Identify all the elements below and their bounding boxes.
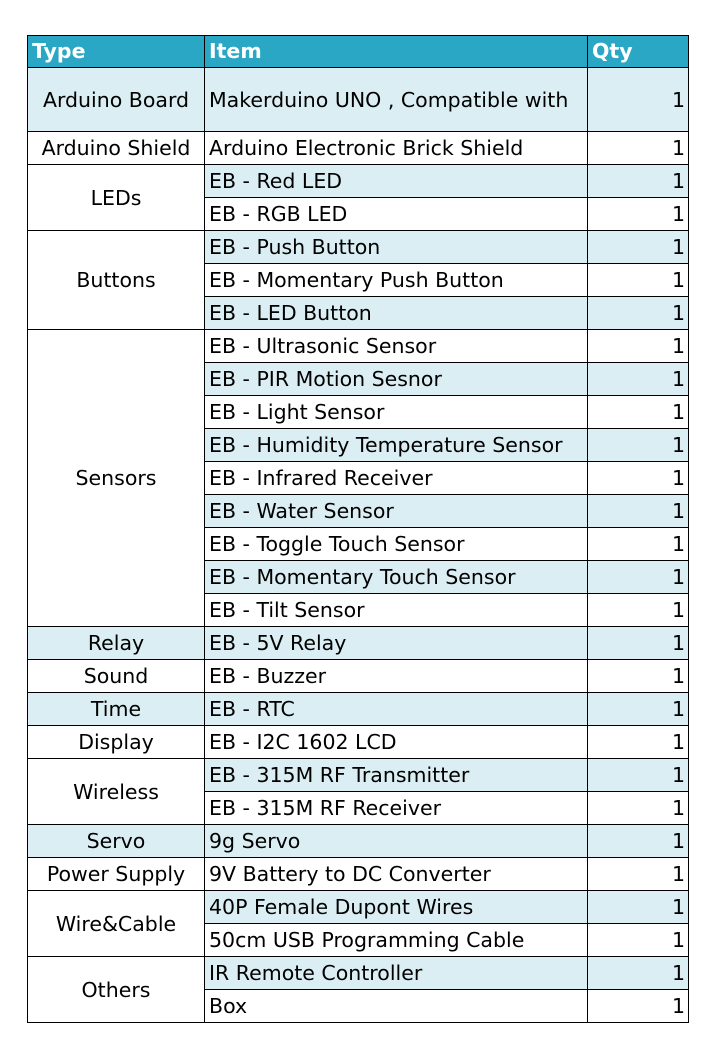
item-cell: EB - Water Sensor [205, 495, 588, 528]
qty-cell: 1 [588, 264, 689, 297]
item-cell: 9g Servo [205, 825, 588, 858]
type-cell: LEDs [28, 165, 205, 231]
qty-cell: 1 [588, 198, 689, 231]
item-cell: EB - Light Sensor [205, 396, 588, 429]
type-cell: Sensors [28, 330, 205, 627]
type-cell: Sound [28, 660, 205, 693]
type-cell: Buttons [28, 231, 205, 330]
item-cell: Box [205, 990, 588, 1023]
item-cell: 9V Battery to DC Converter [205, 858, 588, 891]
table-row [28, 891, 689, 924]
type-cell: Others [28, 957, 205, 1023]
parts-list-table [27, 35, 689, 1023]
type-cell: Servo [28, 825, 205, 858]
item-cell: 50cm USB Programming Cable [205, 924, 588, 957]
qty-cell: 1 [588, 132, 689, 165]
type-cell: Wire&Cable [28, 891, 205, 957]
item-cell: EB - I2C 1602 LCD [205, 726, 588, 759]
type-cell: Arduino Board [28, 68, 205, 132]
qty-cell: 1 [588, 363, 689, 396]
table-row [28, 330, 689, 363]
qty-cell: 1 [588, 68, 689, 132]
type-cell: Wireless [28, 759, 205, 825]
type-cell: Relay [28, 627, 205, 660]
item-cell: EB - 5V Relay [205, 627, 588, 660]
qty-cell: 1 [588, 462, 689, 495]
qty-cell: 1 [588, 990, 689, 1023]
qty-cell: 1 [588, 660, 689, 693]
qty-cell: 1 [588, 561, 689, 594]
table-row [28, 132, 689, 165]
header-qty: Qty [588, 36, 689, 68]
header-row [28, 36, 689, 68]
type-cell: Arduino Shield [28, 132, 205, 165]
table-row [28, 759, 689, 792]
qty-cell: 1 [588, 693, 689, 726]
type-cell: Time [28, 693, 205, 726]
type-cell: Display [28, 726, 205, 759]
table-row [28, 231, 689, 264]
type-cell: Power Supply [28, 858, 205, 891]
qty-cell: 1 [588, 594, 689, 627]
qty-cell: 1 [588, 858, 689, 891]
qty-cell: 1 [588, 627, 689, 660]
table-row [28, 825, 689, 858]
item-cell: EB - Ultrasonic Sensor [205, 330, 588, 363]
item-cell: EB - LED Button [205, 297, 588, 330]
table-row [28, 660, 689, 693]
table-row [28, 165, 689, 198]
item-cell: 40P Female Dupont Wires [205, 891, 588, 924]
item-cell: EB - Tilt Sensor [205, 594, 588, 627]
item-cell: EB - PIR Motion Sesnor [205, 363, 588, 396]
qty-cell: 1 [588, 330, 689, 363]
qty-cell: 1 [588, 429, 689, 462]
item-cell: EB - Momentary Touch Sensor [205, 561, 588, 594]
qty-cell: 1 [588, 165, 689, 198]
qty-cell: 1 [588, 396, 689, 429]
item-cell: Makerduino UNO , Compatible with [205, 68, 588, 132]
item-cell: EB - Toggle Touch Sensor [205, 528, 588, 561]
table-row [28, 68, 689, 132]
table-row [28, 858, 689, 891]
qty-cell: 1 [588, 792, 689, 825]
item-cell: EB - RGB LED [205, 198, 588, 231]
item-cell: EB - Momentary Push Button [205, 264, 588, 297]
item-cell: EB - 315M RF Receiver [205, 792, 588, 825]
item-cell: Arduino Electronic Brick Shield [205, 132, 588, 165]
table-row [28, 693, 689, 726]
header-type: Type [28, 36, 205, 68]
header-item: Item [205, 36, 588, 68]
qty-cell: 1 [588, 825, 689, 858]
table-body [28, 68, 689, 1023]
qty-cell: 1 [588, 297, 689, 330]
qty-cell: 1 [588, 726, 689, 759]
item-cell: IR Remote Controller [205, 957, 588, 990]
item-cell: EB - Buzzer [205, 660, 588, 693]
item-cell: EB - Red LED [205, 165, 588, 198]
qty-cell: 1 [588, 891, 689, 924]
qty-cell: 1 [588, 957, 689, 990]
item-cell: EB - Infrared Receiver [205, 462, 588, 495]
item-cell: EB - Humidity Temperature Sensor [205, 429, 588, 462]
qty-cell: 1 [588, 528, 689, 561]
item-cell: EB - RTC [205, 693, 588, 726]
qty-cell: 1 [588, 924, 689, 957]
table-row [28, 627, 689, 660]
table-row [28, 957, 689, 990]
qty-cell: 1 [588, 495, 689, 528]
item-cell: EB - 315M RF Transmitter [205, 759, 588, 792]
qty-cell: 1 [588, 759, 689, 792]
qty-cell: 1 [588, 231, 689, 264]
table-row [28, 726, 689, 759]
item-cell: EB - Push Button [205, 231, 588, 264]
